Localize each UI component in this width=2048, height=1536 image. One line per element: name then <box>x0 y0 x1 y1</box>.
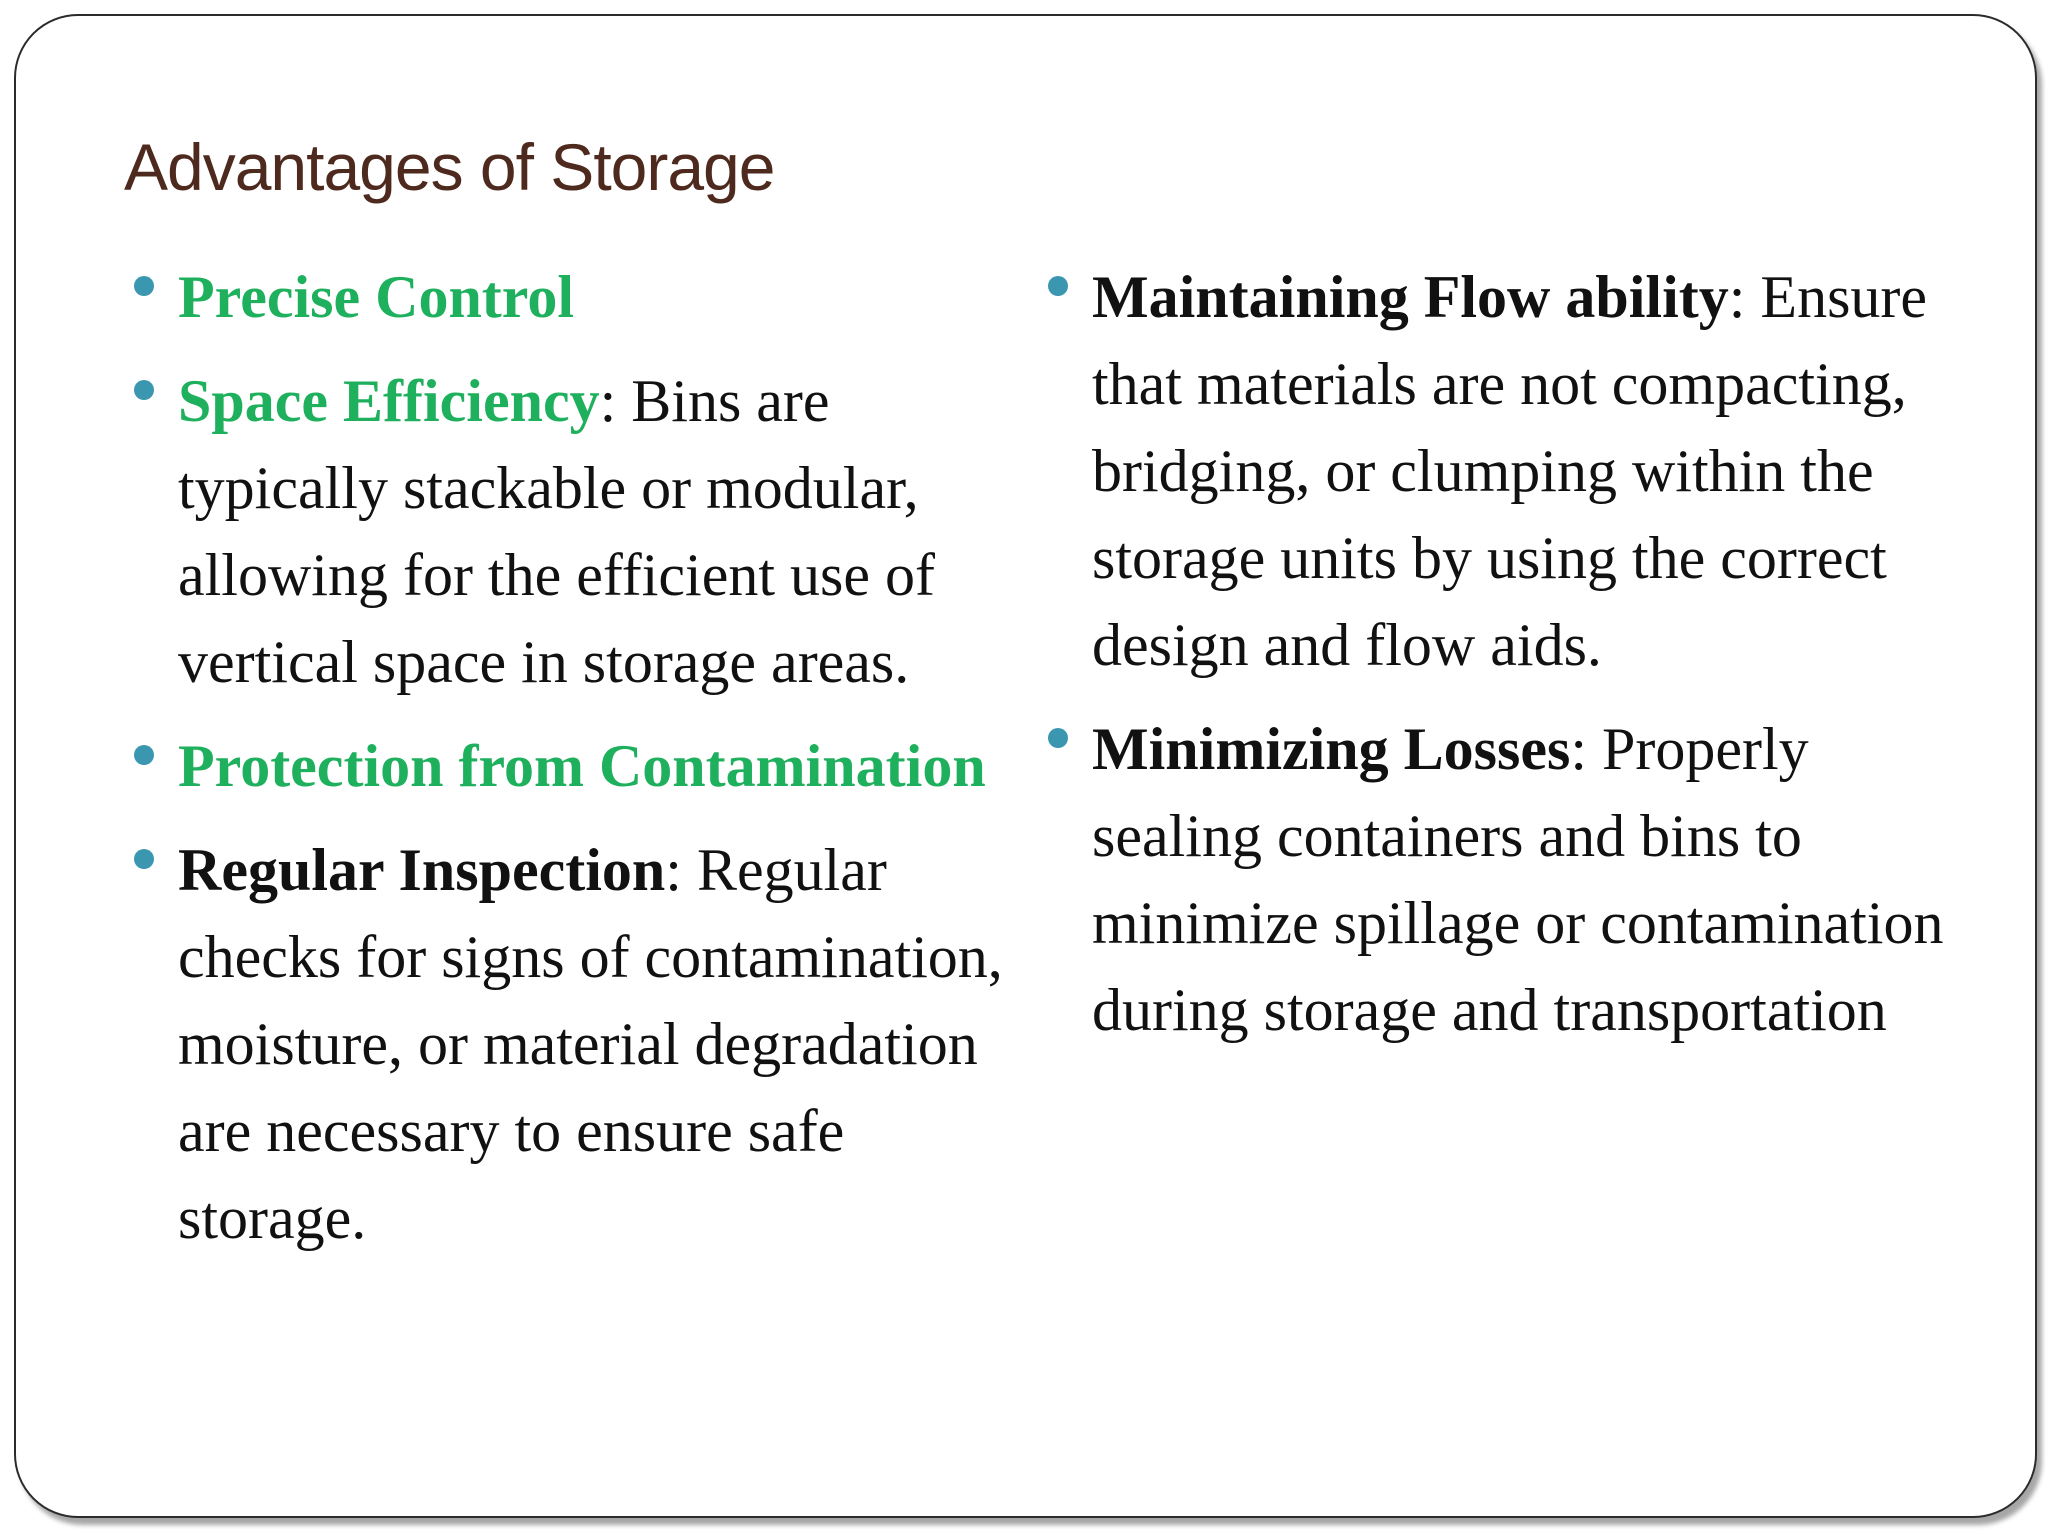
bullet-dot-icon <box>1048 728 1068 748</box>
bullet-dot-icon <box>134 276 154 296</box>
bullet-item-precise-control <box>178 254 1038 341</box>
bullet-item-space-efficiency <box>178 358 1038 706</box>
bullet-heading: Minimizing Losses <box>1092 716 1571 782</box>
slide-title: Advantages of Storage <box>124 130 775 204</box>
bullet-item-minimizing-losses <box>1092 706 1972 1054</box>
bullet-heading: Precise Control <box>178 264 575 330</box>
bullet-separator: : <box>665 837 682 903</box>
bullet-body: Regular checks for signs of contamination, moisture, or material degradation are necessary to ensure safe storage. <box>178 837 1003 1251</box>
bullet-item-protection-from-contamination <box>178 723 1038 810</box>
bullet-separator: : <box>1728 264 1746 330</box>
bullet-dot-icon <box>1048 276 1068 296</box>
bullet-dot-icon <box>134 849 154 869</box>
bullet-item-regular-inspection <box>178 827 1038 1262</box>
left-bullet-list <box>178 254 1038 1279</box>
bullet-heading: Protection from Contamination <box>178 733 986 799</box>
bullet-heading: Maintaining Flow ability <box>1092 264 1729 330</box>
bullet-body: Properly sealing containers and bins to minimize spillage or contamination during storage and transportation <box>1092 716 1944 1043</box>
bullet-body: Bins are typically stackable or modular, allowing for the efficient use of vertical space in storage areas. <box>178 368 935 695</box>
bullet-body: Ensure that materials are not compacting, bridging, or clumping within the storage units by using the correct design and flow aids. <box>1092 264 1928 678</box>
bullet-heading: Regular Inspection <box>178 837 666 903</box>
bullet-heading: Space Efficiency <box>178 368 600 434</box>
bullet-dot-icon <box>134 745 154 765</box>
right-bullet-list <box>1092 254 1972 1071</box>
slide-frame <box>14 14 2037 1518</box>
bullet-item-maintaining-flow-ability <box>1092 254 1972 689</box>
bullet-dot-icon <box>134 380 154 400</box>
bullet-separator: : <box>599 368 617 434</box>
bullet-separator: : <box>1570 716 1588 782</box>
